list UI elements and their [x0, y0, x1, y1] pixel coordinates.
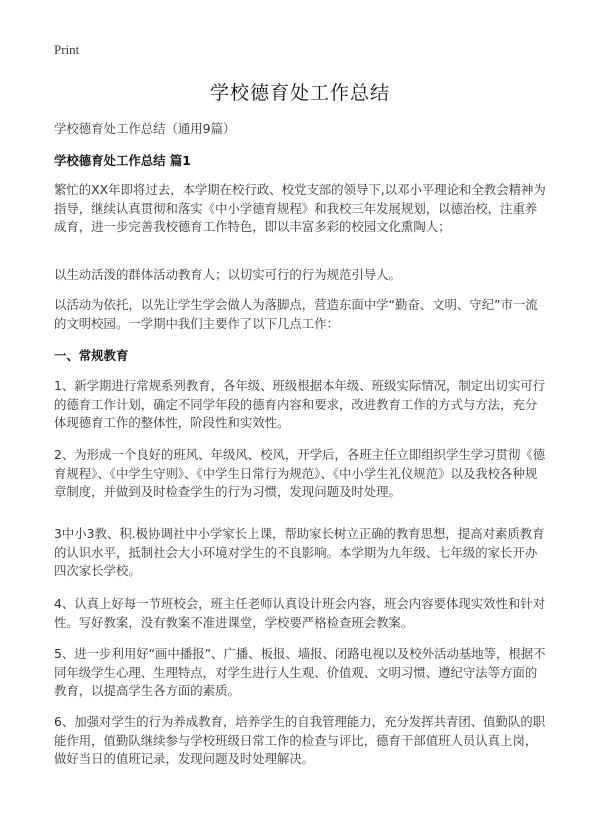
document-subtitle: 学校德育处工作总结（通用9篇）: [54, 121, 236, 136]
list-item-4: 4、认真上好每一节班校会，班主任老师认真设计班会内容，班会内容要体现实效性和针对性。写好教案，没有教案不准进课堂，学校要严格检查班会教案。: [54, 596, 546, 630]
paragraph-3: 以活动为依托，以先让学生学会做人为落脚点，营造东面中学“勤奋、文明、守纪”市一流的文明校园。一学期中我们主要作了以下几点工作：: [54, 297, 538, 331]
list-item-1: 1、新学期进行常规系列教育，各年级、班级根据本年级、班级实际情况，制定出切实可行的德育工作计划，确定不同学年段的德育内容和要求，改进教育工作的方式与方法，充分体现德育工作的整体性，阶段性和实效性。: [54, 378, 546, 431]
list-item-6: 6、加强对学生的行为养成教育，培养学生的自我管理能力，充分发挥共青团、值勤队的职能作用，值勤队继续参与学校班级日常工作的检查与评比，德育干部值班人员认真上岗，做好当日的值班记录，发现问题及时处理解决。: [54, 714, 546, 767]
list-item-2: 2、为形成一个良好的班风、年级风、校风，开学后，各班主任立即组织学生学习贯彻《德育规程》、《中学生守则》、《中学生日常行为规范》、《中小学生礼仪规范》以及我校各种规章制度，并做到及时检查学生的行为习惯，发现问题及时处理。: [54, 447, 546, 500]
list-item-3: 3中小3教、积.极协调社中小学家长上课，帮助家长树立正确的教育思想，提高对素质教育的认识水平，抵制社会大小环境对学生的不良影响。本学期为九年级、七年级的家长开办四次家长学校。: [54, 526, 545, 579]
heading-routine-education: 一、常规教育: [54, 348, 129, 363]
paragraph-2: 以生动活泼的群体活动教育人；以切实可行的行为规范引导人。: [54, 267, 401, 282]
document-title: 学校德育处工作总结: [209, 82, 390, 104]
print-link[interactable]: Print: [54, 42, 80, 57]
section-heading: 学校德育处工作总结 篇1: [54, 153, 191, 168]
paragraph-intro: 繁忙的XX年即将过去，本学期在校行政、校党支部的领导下,以邓小平理论和全教会精神为指导，继续认真贯彻和落实《中小学德育规程》和我校三年发展规划，以德治校，注重养成育，进一步完善我校德育工作特色，即以丰富多彩的校园文化熏陶人；: [54, 182, 546, 235]
list-item-5: 5、进一步利用好“画中播报”、广播、板报、墙报、闭路电视以及校外活动基地等，根据不同年级学生心理、生理特点，对学生进行人生观、价值观、文明习惯、遵纪守法等方面的教育，以提高学生各方面的素质。: [54, 646, 546, 699]
